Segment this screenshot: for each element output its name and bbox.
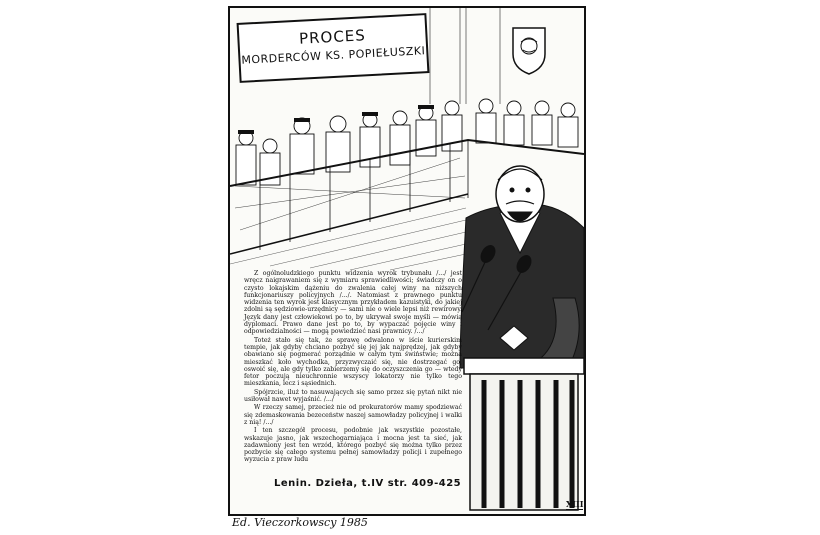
quote-paragraph: W rzeczy samej, przecież nie od prokuratorów mamy spodziewać się zdemaskowania bezeceństw naszej samowładzy policyjnej i walki z nią! /.../ [244,404,462,426]
quote-paragraph: Toteż stało się tak, że sprawę odwalono w iście kurierskim tempie, jak gdyby chciano pozbyć się jej jak najprędzej, jak gdyby obawiano się pogmerać porządnie w całym tym świństwie; można mieszkać koło wychodka, przyzwyczaić się, nie dostrzegać go, oswoić się, ale gdy tylko zabierzemy się do oczyszczenia go — wtedy fetor poczują nieuchronnie wszyscy lokatorzy nie tylko tego mieszkania, lecz i sąsiednich. [244,336,462,388]
plate-number: XIII [566,499,584,509]
quote-paragraph: Z ogólnoludzkiego punktu widzenia wyrok trybunału /.../ jest wręcz naigrawaniem się z wymiaru sprawiedliwości; świadczy on o czysto lokajskim dążeniu do zwalenia całej winy na niższych funkcjonariuszy policyjnych /.../. Natomiast z prawnego punktu widzenia ten wyrok jest klasycznym przykładem kazuistyki, do jakiej zdolni są sędziowie-urzędnicy — sami nie o wiele lepsi niż rewirowy. Język dany jest człowiekowi po to, by ukrywał swoje myśli — mówią dyplomaci. Prawo dane jest po to, by wypaczać pojęcie winy i odpowiedzialności — mogą powiedzieć nasi prawnicy. /.../ [244,270,462,336]
sign-subtitle: MORDERCÓW KS. POPIEŁUSZKI [241,44,426,67]
eagle-emblem-icon [513,28,545,74]
lenin-quote [244,270,462,465]
artist-signature: Ed. Vieczorkowscy 1985 [232,516,368,529]
quote-citation: Lenin. Dzieła, t.IV str. 409-425 [274,478,462,489]
quote-paragraph: I ten szczegół procesu, podobnie jak wszystkie pozostałe, wskazuje jasno, jak wszechogarniająca i mocna jest ta sieć, jak zadawniony jest ten wrzód, którego pozbyć się można tylko przez pozbycie się całego systemu pełnej samowładzy policji i zupełnego wyzucia z praw ludu [244,427,462,464]
sign-title: PROCES [298,26,367,48]
quote-paragraph: Spójrzcie, iluż to nasuwających się samo przez się pytań nikt nie usiłował nawet wyjaśnić. /.../ [244,388,462,404]
illustration-frame [228,6,586,516]
floor-shading [230,208,466,270]
trial-sign [237,13,430,83]
